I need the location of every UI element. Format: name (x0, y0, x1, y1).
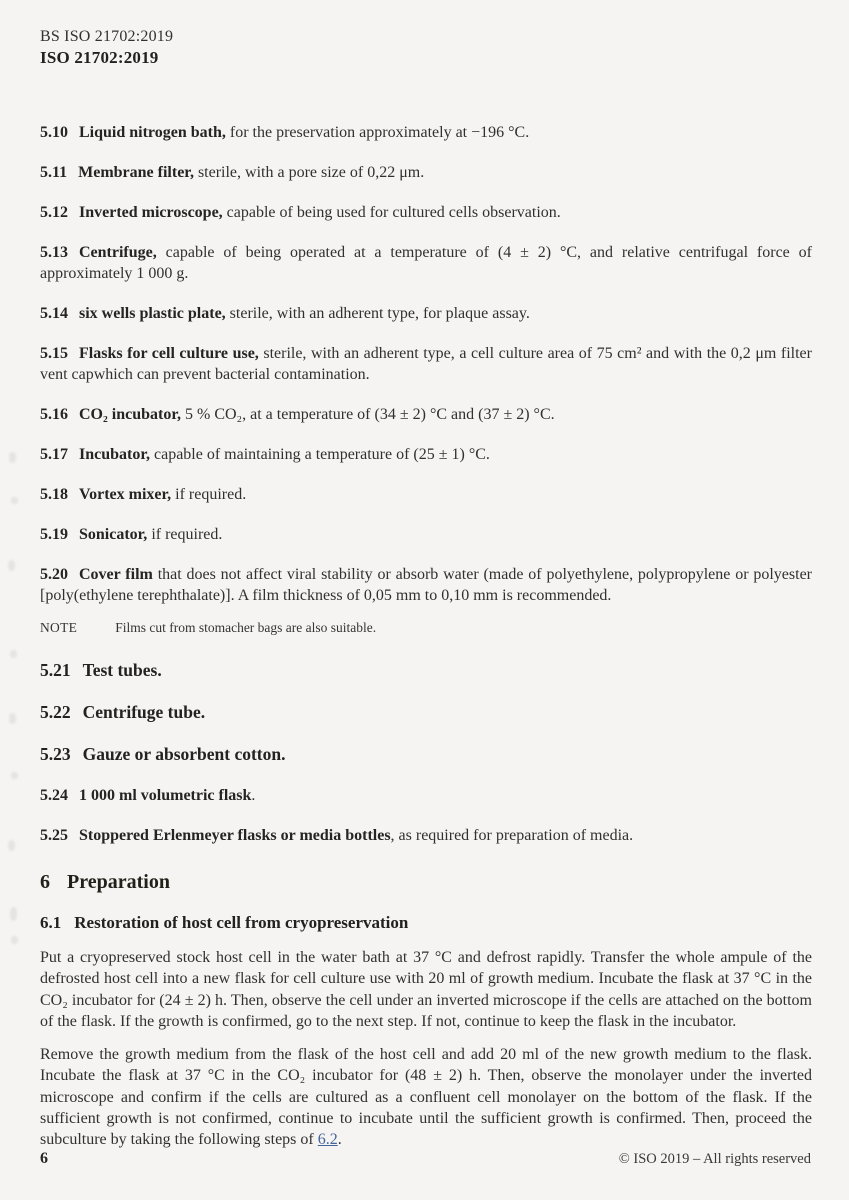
clause-5-15 (40, 343, 812, 385)
clause-5-24 (40, 785, 812, 806)
clause-5-16 (40, 404, 812, 425)
clause-term: Vortex mixer, (79, 486, 172, 503)
clause-number: 5.23 (40, 744, 71, 764)
scan-artifact (9, 452, 16, 463)
section-number: 6.1 (40, 913, 62, 932)
clause-5-21 (40, 659, 812, 681)
clause-term: Centrifuge tube. (82, 702, 206, 722)
clause-text: , as required for preparation of media. (390, 827, 634, 844)
paragraph-restoration-2 (40, 1044, 812, 1150)
clause-5-12 (40, 202, 812, 223)
clause-5-14 (40, 303, 812, 324)
section-6-heading (40, 870, 812, 895)
clause-number: 5.19 (40, 526, 68, 543)
scan-artifact (10, 907, 17, 921)
clause-number: 5.11 (40, 164, 68, 181)
clause-text: for the preservation approximately at −196 °C. (225, 124, 530, 141)
clause-text: sterile, with an adherent type, for plaque assay. (225, 305, 530, 322)
paragraph-restoration-1: Put a cryopreserved stock host cell in the water bath at 37 °C and defrost rapidly. Transfer the whole ampule of the defrosted host cell into a new flask for cell culture use with 20 ml of growth medium. Incubate the flask at 37 °C in the CO₂ incubator for (24 ± 2) h. Then, observe the cell under an inverted microscope if the cells are attached on the bottom of the flask. If the growth is confirmed, go to the next step. If not, continue to keep the flask in the incubator. (40, 949, 812, 1030)
section-6-1-heading (40, 912, 812, 934)
section-title: Restoration of host cell from cryopreservation (74, 913, 409, 932)
clause-text: . (251, 787, 256, 804)
copyright-notice: © ISO 2019 – All rights reserved (618, 1151, 811, 1167)
scan-artifact (8, 560, 15, 571)
clause-5-25 (40, 825, 812, 846)
clause-term: Centrifuge, (79, 244, 157, 261)
scan-artifact (11, 497, 18, 504)
clause-number: 5.15 (40, 345, 68, 362)
page-number: 6 (40, 1150, 48, 1167)
clause-number: 5.16 (40, 406, 68, 423)
paragraph-text: . (337, 1131, 342, 1149)
clause-5-20 (40, 564, 812, 606)
scan-artifact (10, 650, 17, 658)
clause-5-18 (40, 484, 812, 505)
note-label: NOTE (40, 620, 78, 635)
clause-5-23 (40, 743, 812, 765)
clause-text: if required. (147, 526, 223, 543)
clause-term: Flasks for cell culture use, (79, 345, 259, 362)
clause-number: 5.10 (40, 124, 68, 141)
clause-5-22 (40, 701, 812, 723)
note-line (40, 619, 812, 637)
clause-number: 5.25 (40, 827, 68, 844)
clause-5-10 (40, 122, 812, 143)
clause-term: Membrane filter, (78, 164, 194, 181)
clause-term: Incubator, (79, 446, 150, 463)
clause-text: 5 % CO₂, at a temperature of (34 ± 2) °C and (37 ± 2) °C. (181, 406, 555, 423)
clause-5-19 (40, 524, 812, 545)
paragraph-text: Remove the growth medium from the flask of the host cell and add 20 ml of the new growth medium to the flask. Incubate the flask at 37 °C in the CO₂ incubator for (48 ± 2) h. Then, observe the monolayer under the inverted microscope and confirm if the cells are cultured as a confluent cell monolayer on the bottom of the flask. If the sufficient growth is not confirmed, continue to incubate until the sufficient growth is confirmed. Then, proceed the subculture by taking the following steps of (40, 1046, 812, 1149)
page-content (40, 27, 812, 1163)
clause-text: sterile, with a pore size of 0,22 μm. (193, 164, 425, 181)
clause-number: 5.12 (40, 204, 68, 221)
clause-number: 5.22 (40, 702, 71, 722)
document-header (40, 27, 812, 68)
section-title: Preparation (67, 871, 170, 893)
clause-text: if required. (171, 486, 247, 503)
scan-artifact (9, 713, 16, 724)
clause-number: 5.24 (40, 787, 68, 804)
section-number: 6 (40, 871, 50, 893)
clause-5-11 (40, 162, 812, 183)
clause-term: Gauze or absorbent cotton. (82, 744, 286, 764)
clause-term: 1 000 ml volumetric flask (79, 787, 252, 804)
doc-reference-bs: BS ISO 21702:2019 (40, 28, 174, 45)
clause-text: capable of being operated at a temperature of (4 ± 2) °C, and relative centrifugal force of approximately 1 000 g. (40, 244, 812, 282)
clause-number: 5.17 (40, 446, 68, 463)
doc-reference-iso: ISO 21702:2019 (40, 48, 159, 67)
clause-number: 5.21 (40, 660, 71, 680)
clause-term: Cover film (79, 566, 153, 583)
clause-term: six wells plastic plate, (79, 305, 226, 322)
clause-text: capable of being used for cultured cells observation. (222, 204, 561, 221)
clause-term: Sonicator, (79, 526, 148, 543)
scan-artifact (11, 772, 18, 779)
clause-term: CO₂ incubator, (79, 406, 181, 423)
cross-reference-link-6-2[interactable]: 6.2 (317, 1131, 338, 1149)
clause-term: Liquid nitrogen bath, (79, 124, 226, 141)
scan-artifact (11, 936, 18, 944)
clause-term: Inverted microscope, (79, 204, 223, 221)
clause-number: 5.18 (40, 486, 68, 503)
clause-number: 5.20 (40, 566, 68, 583)
clause-term: Stoppered Erlenmeyer flasks or media bottles (79, 827, 391, 844)
scan-artifact (8, 840, 15, 851)
clause-term: Test tubes. (82, 660, 162, 680)
note-text: Films cut from stomacher bags are also suitable. (115, 620, 377, 635)
clause-text: sterile, with an adherent type, a cell culture area of 75 cm² and with the 0,2 μm filter vent capwhich can prevent bacterial contamination. (40, 345, 812, 383)
clause-list (40, 122, 812, 1151)
clause-number: 5.14 (40, 305, 68, 322)
clause-number: 5.13 (40, 244, 68, 261)
clause-text: that does not affect viral stability or absorb water (made of polyethylene, polypropylene or polyester [poly(ethylene terephthalate)]. A film thickness of 0,05 mm to 0,10 mm is recommended. (40, 566, 813, 604)
clause-5-13 (40, 242, 812, 284)
clause-5-17 (40, 444, 812, 465)
clause-text: capable of maintaining a temperature of (25 ± 1) °C. (149, 446, 490, 463)
